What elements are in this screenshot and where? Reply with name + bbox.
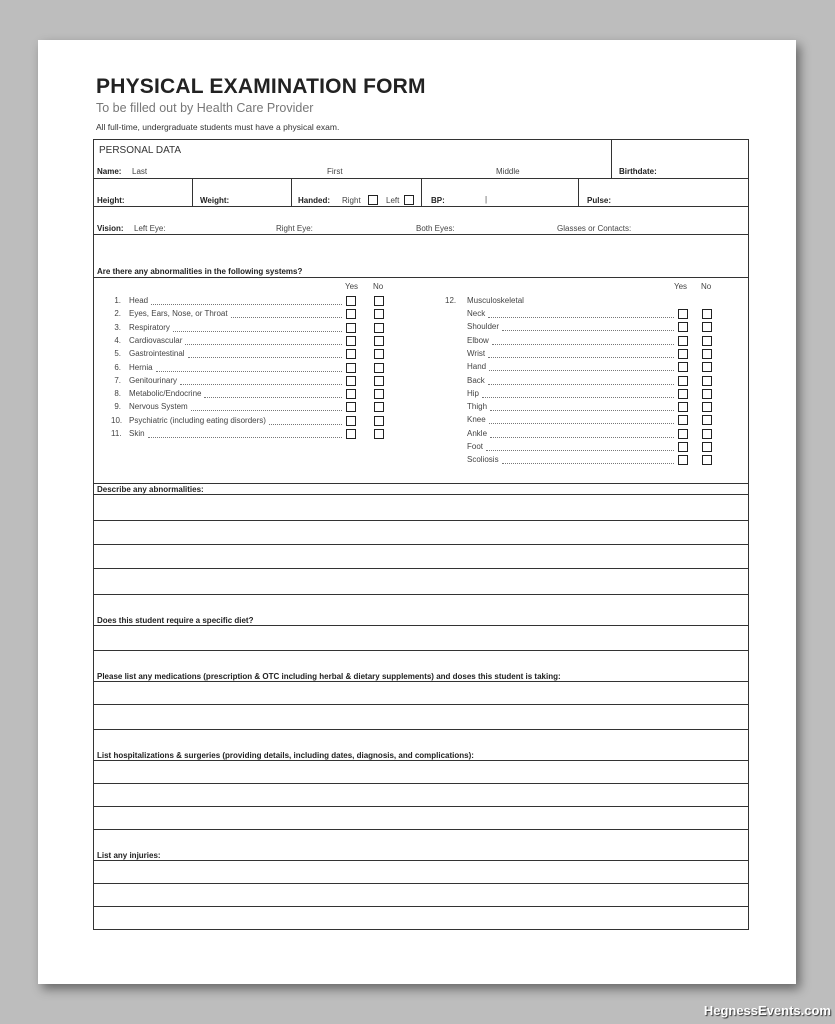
first-name-field[interactable]: First	[327, 167, 343, 176]
dotted-leader	[151, 304, 342, 305]
musculoskeletal-item-label: Thigh	[467, 402, 488, 412]
musculoskeletal-yes-checkbox[interactable]	[678, 322, 688, 332]
describe-abnormalities-label: Describe any abnormalities:	[97, 485, 204, 494]
system-number: 11.	[111, 429, 122, 438]
divider	[94, 494, 748, 495]
form-subtitle: To be filled out by Health Care Provider	[96, 101, 314, 115]
divider	[94, 860, 748, 861]
yes-header: Yes	[345, 282, 359, 291]
dotted-leader	[492, 344, 674, 345]
answer-line[interactable]	[94, 783, 748, 784]
system-number: 10.	[111, 415, 123, 425]
dotted-leader	[482, 397, 674, 398]
divider	[578, 178, 579, 206]
systems-question: Are there any abnormalities in the following systems?	[97, 267, 303, 276]
pulse-field[interactable]: Pulse:	[587, 196, 612, 205]
system-number: 8.	[114, 389, 121, 399]
musculoskeletal-no-checkbox[interactable]	[702, 376, 712, 386]
musculoskeletal-item-label: Elbow	[467, 335, 489, 345]
system-label: Hernia	[129, 362, 153, 372]
answer-line[interactable]	[94, 906, 748, 907]
musculoskeletal-no-checkbox[interactable]	[702, 442, 712, 452]
musculoskeletal-no-checkbox[interactable]	[702, 349, 712, 359]
musculoskeletal-item-label: Foot	[467, 442, 484, 451]
divider	[94, 681, 748, 682]
no-header: No	[373, 282, 384, 291]
system-number: 9.	[114, 402, 121, 412]
injuries-question: List any injuries:	[97, 851, 161, 860]
musculoskeletal-item-label: Ankle	[467, 428, 488, 438]
dotted-leader	[148, 437, 342, 438]
handed-right-label: Right	[342, 196, 361, 205]
system-no-checkbox[interactable]	[374, 416, 384, 426]
system-yes-checkbox[interactable]	[346, 389, 356, 399]
system-label: Skin	[129, 429, 145, 438]
system-yes-checkbox[interactable]	[346, 376, 356, 386]
answer-line[interactable]	[94, 544, 748, 545]
divider	[421, 178, 422, 206]
system-label: Gastrointestinal	[129, 349, 185, 359]
musculoskeletal-item-label: Wrist	[467, 348, 486, 358]
form-sheet	[38, 40, 796, 984]
system-no-checkbox[interactable]	[374, 296, 384, 306]
musculoskeletal-title: Musculoskeletal	[467, 296, 524, 305]
system-number: 6.	[114, 362, 121, 372]
answer-line[interactable]	[94, 806, 748, 807]
dotted-leader	[269, 424, 342, 425]
diet-question: Does this student require a specific diet?	[97, 616, 254, 625]
dotted-leader	[488, 357, 674, 358]
musculoskeletal-no-checkbox[interactable]	[702, 455, 712, 465]
last-name-field[interactable]: Last	[132, 167, 148, 176]
musculoskeletal-item-label: Hip	[467, 388, 480, 398]
system-label: Nervous System	[129, 402, 188, 412]
both-eyes-field[interactable]: Both Eyes:	[416, 224, 455, 233]
weight-field[interactable]: Weight:	[200, 196, 230, 205]
divider	[94, 760, 748, 761]
dotted-leader	[188, 357, 342, 358]
medications-question: Please list any medications (prescription & OTC including herbal & dietary supplements) and doses this student is taking:	[97, 672, 561, 681]
musculoskeletal-no-checkbox[interactable]	[702, 309, 712, 319]
divider	[94, 234, 748, 235]
system-no-checkbox[interactable]	[374, 376, 384, 386]
system-yes-checkbox[interactable]	[346, 309, 356, 319]
musculoskeletal-no-checkbox[interactable]	[702, 402, 712, 412]
watermark: HegnessEvents.com	[703, 1003, 831, 1018]
personal-data-heading: PERSONAL DATA	[99, 145, 182, 156]
musculoskeletal-no-checkbox[interactable]	[702, 415, 712, 425]
dotted-leader	[231, 317, 342, 318]
musculoskeletal-yes-checkbox[interactable]	[678, 389, 688, 399]
musculoskeletal-no-checkbox[interactable]	[702, 429, 712, 439]
dotted-leader	[489, 370, 674, 371]
birthdate-field[interactable]: Birthdate:	[619, 167, 657, 176]
dotted-leader	[180, 384, 342, 385]
system-no-checkbox[interactable]	[374, 323, 384, 333]
dotted-leader	[191, 410, 342, 411]
answer-line[interactable]	[94, 594, 748, 595]
system-label: Eyes, Ears, Nose, or Throat	[129, 309, 228, 319]
system-number: 3.	[114, 322, 121, 332]
musculoskeletal-item-label: Shoulder	[467, 322, 500, 332]
system-label: Respiratory	[129, 322, 170, 332]
system-yes-checkbox[interactable]	[346, 402, 356, 412]
answer-line[interactable]	[94, 829, 748, 830]
yes-header: Yes	[674, 282, 688, 291]
dotted-leader	[486, 450, 674, 451]
answer-line[interactable]	[94, 568, 748, 569]
system-yes-checkbox[interactable]	[346, 363, 356, 373]
bp-separator: |	[485, 195, 488, 204]
system-no-checkbox[interactable]	[374, 363, 384, 373]
system-label: Psychiatric (including eating disorders)	[129, 415, 266, 425]
musculoskeletal-no-checkbox[interactable]	[702, 389, 712, 399]
vision-label: Vision:	[97, 224, 124, 233]
system-number: 7.	[114, 375, 121, 385]
system-number: 5.	[114, 349, 121, 359]
system-label: Genitourinary	[129, 375, 178, 385]
form-note: All full-time, undergraduate students must have a physical exam.	[96, 122, 340, 132]
handed-label: Handed:	[298, 196, 330, 205]
dotted-leader	[173, 331, 342, 332]
system-label: Metabolic/Endocrine	[129, 389, 202, 399]
musculoskeletal-yes-checkbox[interactable]	[678, 376, 688, 386]
musculoskeletal-yes-checkbox[interactable]	[678, 336, 688, 346]
hospitalizations-question: List hospitalizations & surgeries (providing details, including dates, diagnosis, and complications):	[97, 751, 474, 760]
musculoskeletal-number: 12.	[445, 296, 457, 305]
musculoskeletal-no-checkbox[interactable]	[702, 322, 712, 332]
musculoskeletal-yes-checkbox[interactable]	[678, 402, 688, 412]
system-yes-checkbox[interactable]	[346, 416, 356, 426]
divider	[94, 625, 748, 626]
answer-line[interactable]	[94, 520, 748, 521]
answer-line[interactable]	[94, 883, 748, 884]
answer-line[interactable]	[94, 650, 748, 651]
middle-name-field[interactable]: Middle	[496, 167, 520, 176]
system-yes-checkbox[interactable]	[346, 429, 356, 439]
musculoskeletal-yes-checkbox[interactable]	[678, 429, 688, 439]
dotted-leader	[490, 437, 674, 438]
system-yes-checkbox[interactable]	[346, 349, 356, 359]
right-eye-field[interactable]: Right Eye:	[276, 224, 313, 233]
musculoskeletal-no-checkbox[interactable]	[702, 362, 712, 372]
bp-field[interactable]: BP:	[431, 196, 445, 205]
system-no-checkbox[interactable]	[374, 309, 384, 319]
musculoskeletal-item-label: Scoliosis	[467, 455, 499, 465]
answer-line[interactable]	[94, 729, 748, 730]
dotted-leader	[490, 410, 674, 411]
system-label: Cardiovascular	[129, 335, 183, 345]
musculoskeletal-yes-checkbox[interactable]	[678, 455, 688, 465]
system-number: 1.	[114, 296, 121, 305]
musculoskeletal-yes-checkbox[interactable]	[678, 349, 688, 359]
system-no-checkbox[interactable]	[374, 336, 384, 346]
name-label: Name:	[97, 167, 122, 176]
musculoskeletal-yes-checkbox[interactable]	[678, 442, 688, 452]
handed-left-label: Left	[386, 196, 400, 205]
musculoskeletal-item-label: Hand	[467, 362, 487, 372]
system-number: 4.	[114, 335, 121, 345]
musculoskeletal-yes-checkbox[interactable]	[678, 415, 688, 425]
system-number: 2.	[114, 309, 121, 319]
musculoskeletal-item-label: Back	[467, 375, 485, 385]
form-title: PHYSICAL EXAMINATION FORM	[96, 75, 426, 98]
divider	[611, 140, 612, 178]
musculoskeletal-item-label: Knee	[467, 415, 486, 425]
dotted-leader	[489, 423, 674, 424]
system-no-checkbox[interactable]	[374, 349, 384, 359]
divider	[94, 277, 748, 278]
dotted-leader	[185, 344, 342, 345]
dotted-leader	[502, 330, 674, 331]
height-field[interactable]: Height:	[97, 196, 125, 205]
handed-right-checkbox[interactable]	[368, 195, 378, 205]
left-eye-field[interactable]: Left Eye:	[134, 224, 166, 233]
divider	[94, 206, 748, 207]
dotted-leader	[502, 463, 674, 464]
dotted-leader	[156, 371, 342, 372]
musculoskeletal-item-label: Neck	[467, 309, 486, 318]
system-yes-checkbox[interactable]	[346, 323, 356, 333]
system-yes-checkbox[interactable]	[346, 296, 356, 306]
dotted-leader	[204, 397, 342, 398]
system-no-checkbox[interactable]	[374, 389, 384, 399]
system-label: Head	[129, 296, 149, 305]
musculoskeletal-no-checkbox[interactable]	[702, 336, 712, 346]
divider	[192, 178, 193, 206]
dotted-leader	[488, 384, 674, 385]
system-no-checkbox[interactable]	[374, 402, 384, 412]
exam-form	[93, 139, 749, 930]
glasses-field[interactable]: Glasses or Contacts:	[557, 224, 632, 233]
divider	[94, 483, 748, 484]
no-header: No	[701, 282, 712, 291]
answer-line[interactable]	[94, 704, 748, 705]
system-no-checkbox[interactable]	[374, 429, 384, 439]
musculoskeletal-yes-checkbox[interactable]	[678, 362, 688, 372]
dotted-leader	[488, 317, 674, 318]
musculoskeletal-yes-checkbox[interactable]	[678, 309, 688, 319]
system-yes-checkbox[interactable]	[346, 336, 356, 346]
handed-left-checkbox[interactable]	[404, 195, 414, 205]
divider	[291, 178, 292, 206]
